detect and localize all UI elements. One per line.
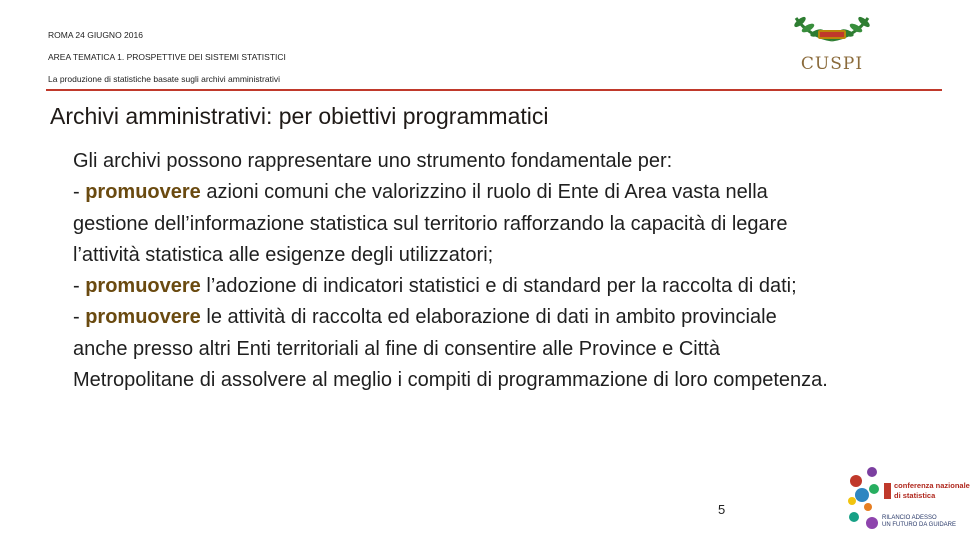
list-item: - promuovere azioni comuni che valorizzino il ruolo di Ente di Area vasta nella gestione dell’informazione statistica sul territorio rafforzando la capacità di legare l’attività statistica alle esigenze degli utilizzatori; (73, 181, 788, 266)
conference-name: conferenza nazionale (894, 481, 970, 490)
keyword: promuovere (85, 181, 201, 204)
slide-title: Archivi amministrativi: per obiettivi programmatici (50, 103, 549, 129)
keyword: promuovere (85, 275, 201, 298)
conference-motto-1: RILANCIO ADESSO (882, 515, 937, 521)
slide-body (73, 146, 833, 396)
logo-text: CUSPI (800, 54, 864, 74)
header-topic: AREA TEMATICA 1. PROSPETTIVE DEI SISTEMI STATISTICI (48, 52, 286, 62)
intro-text: Gli archivi possono rappresentare uno strumento fondamentale per: (73, 150, 673, 172)
list-item: - promuovere l’adozione di indicatori statistici e di standard per la raccolta di dati; (73, 275, 797, 298)
list-item: - promuovere le attività di raccolta ed elaborazione di dati in ambito provinciale anche presso altri Enti territoriali al fine di consentire alle Province e Città Metropolitane di assolvere al meglio i compiti di programmazione di loro competenza. (73, 306, 828, 392)
conference-motto-2: UN FUTURO DA GUIDARE (882, 522, 957, 528)
laurel-icon (782, 10, 882, 56)
page-number: 5 (718, 502, 726, 517)
conference-logo (846, 465, 970, 537)
header-subtitle: La produzione di statistiche basate sugli archivi amministrativi (48, 74, 280, 84)
header-date: ROMA 24 GIUGNO 2016 (48, 30, 143, 40)
cuspi-logo (782, 10, 882, 80)
conference-subtitle: di statistica (894, 491, 936, 500)
header-divider (46, 89, 942, 91)
keyword: promuovere (85, 306, 201, 329)
